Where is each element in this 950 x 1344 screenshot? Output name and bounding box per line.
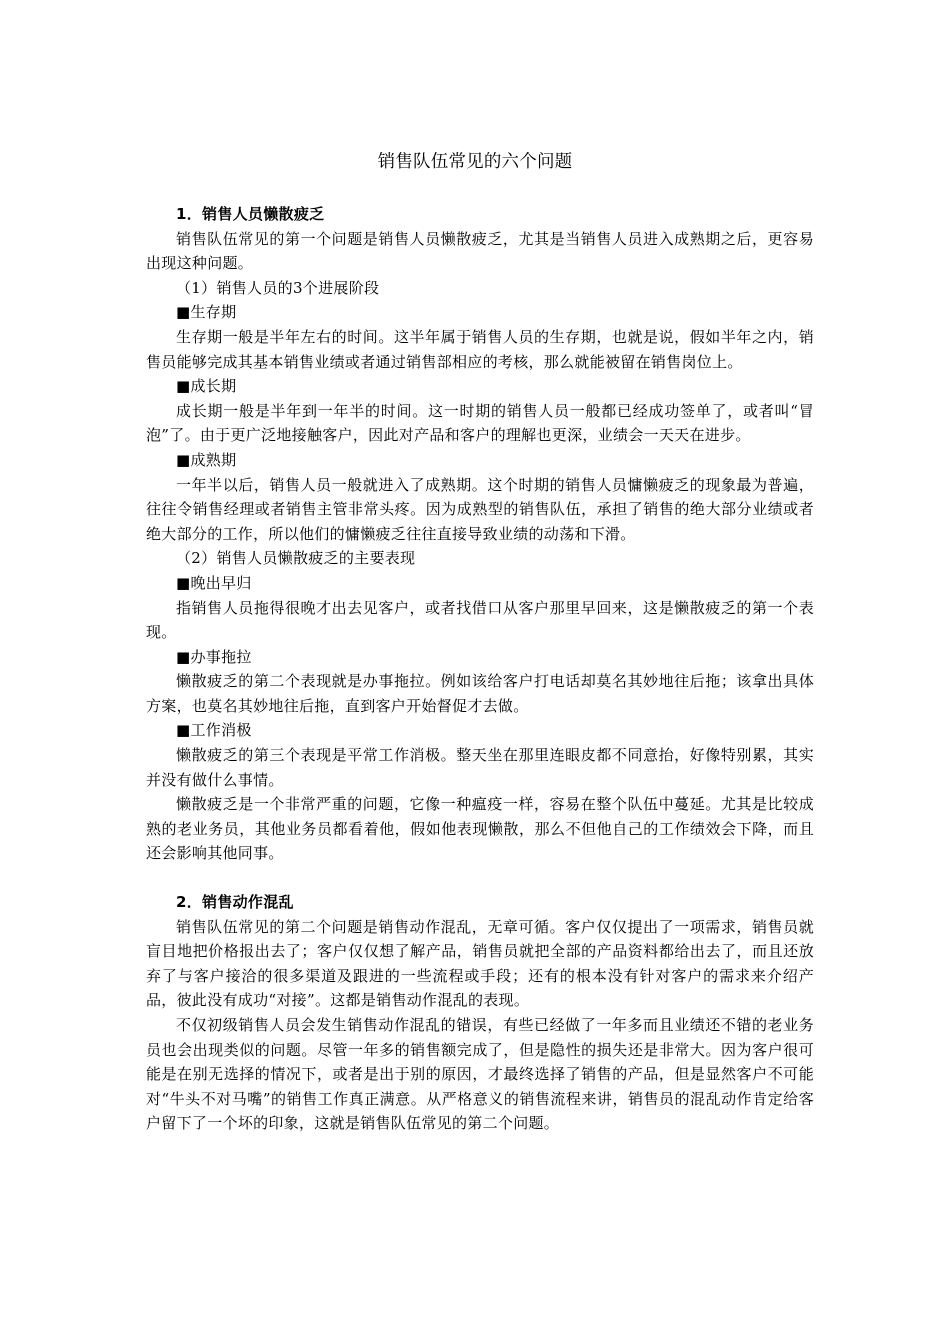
section-heading-1: 1．销售人员懒散疲乏 bbox=[176, 205, 325, 223]
bullet-label: ■成熟期 bbox=[176, 450, 237, 469]
bullet-label: ■成长期 bbox=[176, 377, 237, 396]
subheading: （1）销售人员的3个进展阶段 bbox=[176, 278, 380, 297]
paragraph: 懒散疲乏的第二个表现就是办事拖拉。例如该给客户打电话却莫名其妙地往后拖；该拿出具体方案，也莫名其妙地往后拖，直到客户开始督促才去做。 bbox=[146, 672, 814, 715]
section-spacer bbox=[146, 866, 814, 890]
subheading: （2）销售人员懒散疲乏的主要表现 bbox=[176, 549, 416, 568]
paragraph: 销售队伍常见的第二个问题是销售动作混乱，无章可循。客户仅仅提出了一项需求，销售员就盲目地把价格报出去了；客户仅仅想了解产品，销售员就把全部的产品资料都给出去了，而且还放弃了与客户接洽的很多渠道及跟进的一些流程或手段；还有的根本没有针对客户的需求来介绍产品，彼此没有成功“对接”。这都是销售动作混乱的表现。 bbox=[146, 917, 814, 1010]
paragraph: 懒散疲乏是一个非常严重的问题，它像一种瘟疫一样，容易在整个队伍中蔓延。尤其是比较成熟的老业务员，其他业务员都看着他，假如他表现懒散，那么不但他自己的工作绩效会下降，而且还会影响其他同事。 bbox=[146, 795, 814, 863]
paragraph: 指销售人员拖得很晚才出去见客户，或者找借口从客户那里早回来，这是懒散疲乏的第一个表现。 bbox=[146, 598, 814, 642]
bullet-label: ■晚出早归 bbox=[176, 573, 252, 592]
paragraph: 成长期一般是半年到一年半的时间。这一时期的销售人员一般都已经成功签单了，或者叫“冒泡”了。由于更广泛地接触客户，因此对产品和客户的理解也更深，业绩会一天天在进步。 bbox=[146, 401, 814, 445]
paragraph: 一年半以后，销售人员一般就进入了成熟期。这个时期的销售人员慵懒疲乏的现象最为普遍，往往令销售经理或者销售主管非常头疼。因为成熟型的销售队伍，承担了销售的绝大部分业绩或者绝大部分的工作，所以他们的慵懒疲乏往往直接导致业绩的动荡和下滑。 bbox=[146, 475, 814, 543]
document-body bbox=[146, 202, 814, 1136]
paragraph: 懒散疲乏的第三个表现是平常工作消极。整天坐在那里连眼皮都不同意抬，好像特别累，其实并没有做什么事情。 bbox=[146, 746, 814, 789]
bullet-label: ■工作消极 bbox=[176, 721, 252, 740]
paragraph: 生存期一般是半年左右的时间。这半年属于销售人员的生存期，也就是说，假如半年之内，销售员能够完成其基本销售业绩或者通过销售部相应的考核，那么就能被留在销售岗位上。 bbox=[146, 327, 814, 371]
paragraph: 销售队伍常见的第一个问题是销售人员懒散疲乏，尤其是当销售人员进入成熟期之后，更容易出现这种问题。 bbox=[146, 229, 814, 273]
paragraph: 不仅初级销售人员会发生销售动作混乱的错误，有些已经做了一年多而且业绩还不错的老业务员也会出现类似的问题。尽管一年多的销售额完成了，但是隐性的损失还是非常大。因为客户很可能是在别无选择的情况下，或者是出于别的原因，才最终选择了销售的产品，但是显然客户不可能对“牛头不对马嘴”的销售工作真正满意。从严格意义的销售流程来讲，销售员的混乱动作肯定给客户留下了一个坏的印象，这就是销售队伍常见的第二个问题。 bbox=[146, 1016, 814, 1133]
bullet-label: ■生存期 bbox=[176, 303, 237, 322]
section-heading-2: 2．销售动作混乱 bbox=[176, 893, 294, 912]
page-title: 销售队伍常见的六个问题 bbox=[377, 152, 573, 172]
bullet-label: ■办事拖拉 bbox=[176, 647, 252, 666]
